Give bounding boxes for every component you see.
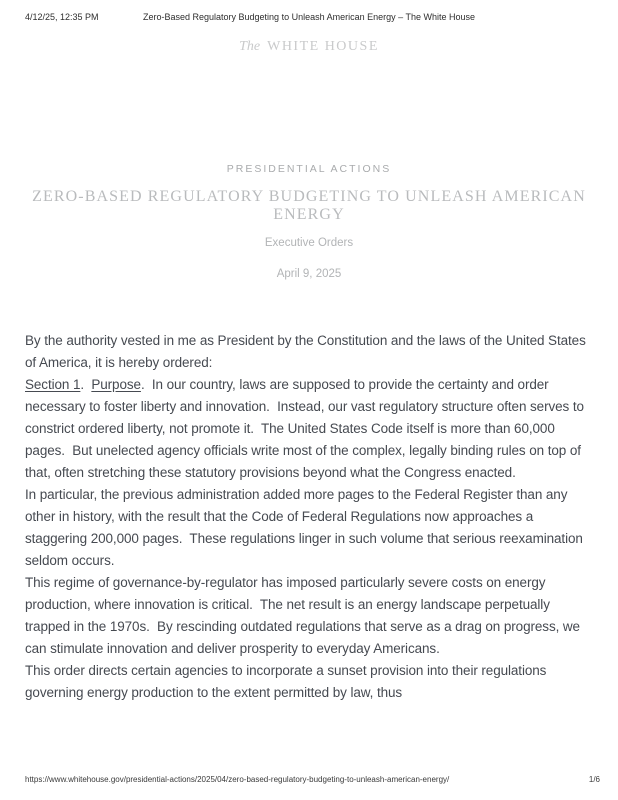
print-footer-page-indicator: 1/6 [588, 775, 600, 784]
paragraph-sunset-provision: This order directs certain agencies to incorporate a sunset provision into their regulations governing energy production to the extent permitted by law, thus [25, 663, 550, 700]
section1-text: . In our country, laws are supposed to provide the certainty and order necessary to foster liberty and innovation. Instead, our vast regulatory structure often serves to constrict ordered liberty, not promote it. The United States Code itself is more than 60,000 pages. But unelected agency officials write most of the complex, legally binding rules on top of that, often stretching these statutory provisions beyond what the Congress enacted. [25, 377, 588, 480]
paragraph-governance-costs: This regime of governance-by-regulator has imposed particularly severe costs on energy production, where innovation is critical. The net result is an energy landscape perpetually trapped in the 1970s. By rescinding outdated regulations that serve as a drag on progress, we can stimulate innovation and deliver prosperity to everyday Americans. [25, 575, 584, 656]
whitehouse-masthead [0, 39, 618, 55]
paragraph-federal-register: In particular, the previous administration added more pages to the Federal Register than any other in history, with the result that the Code of Federal Regulations now approaches a staggering 200,000 pages. These regulations linger in such volume that serious reexamination seldom occurs. [25, 487, 587, 568]
purpose-label: Purpose [91, 377, 141, 392]
article-category: Executive Orders [264, 237, 354, 249]
print-footer-url: https://www.whitehouse.gov/presidential-actions/2025/04/zero-based-regulatory-budgeting-to-unleash-american-energy/ [25, 775, 450, 784]
paragraph-authority: By the authority vested in me as President by the Constitution and the laws of the United States of America, it is hereby ordered: [25, 333, 590, 370]
paragraph-section1-purpose [25, 374, 595, 484]
section1-separator: . [80, 377, 92, 392]
eyebrow-presidential-actions: PRESIDENTIAL ACTIONS [226, 163, 392, 175]
masthead-wordmark: WHITE HOUSE [267, 39, 379, 54]
print-header-title: Zero-Based Regulatory Budgeting to Unleash American Energy – The White House [142, 12, 475, 22]
print-header-datetime: 4/12/25, 12:35 PM [25, 12, 99, 22]
document-body [25, 330, 595, 776]
article-date: April 9, 2025 [276, 268, 342, 280]
article-title: ZERO-BASED REGULATORY BUDGETING TO UNLEASH AMERICAN ENERGY [32, 188, 586, 223]
section1-label: Section 1 [25, 377, 81, 392]
masthead-the-prefix: The [239, 39, 261, 54]
